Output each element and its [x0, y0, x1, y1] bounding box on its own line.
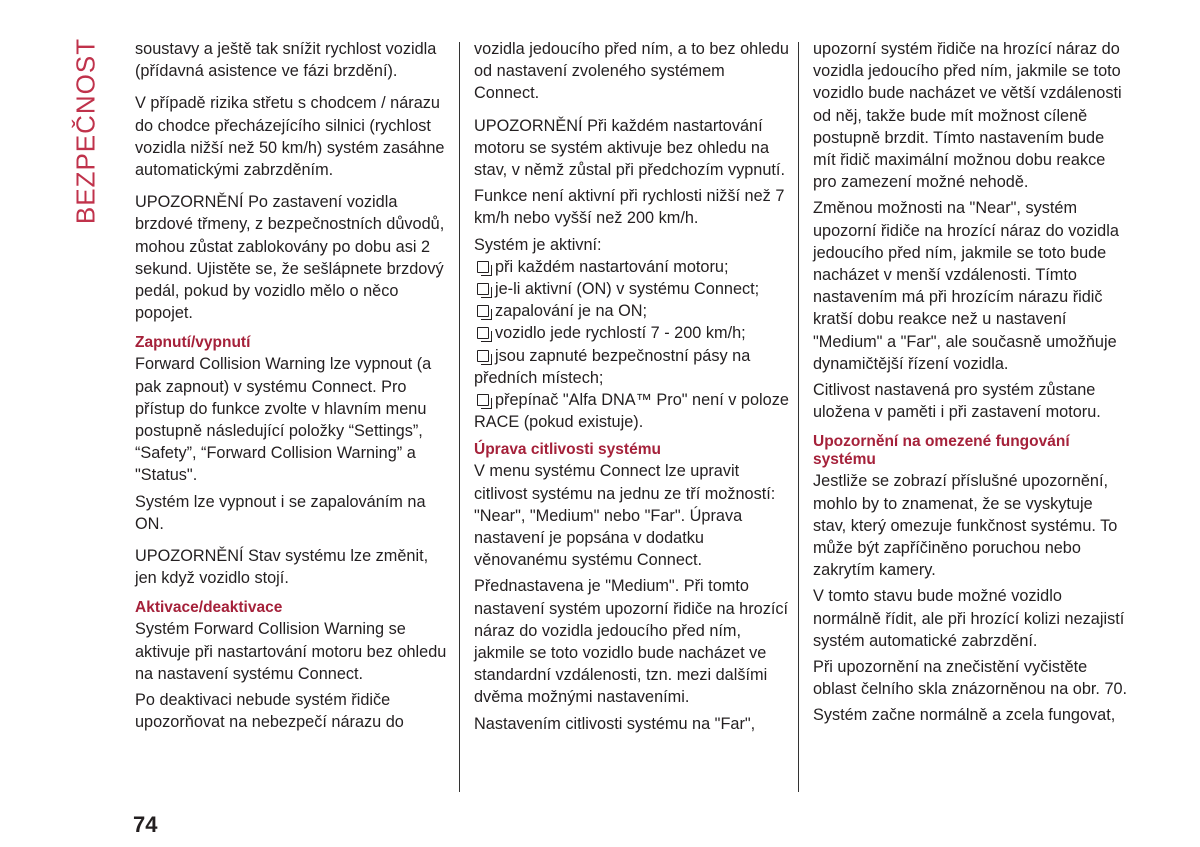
- section-heading: Úprava citlivosti systému: [474, 441, 661, 459]
- section-title: [66, 37, 106, 225]
- paragraph: Přednastavena je "Medium". Při tomto nastavení systém upozorní řidiče na hrozící náraz do vozidla jedoucího před ním, jakmile se toto vozidlo bude nacházet ve standardní vzdálenosti, tzn. mezi dalšími dvěma možnými nastaveními.: [474, 577, 789, 707]
- section-title-text: BEZPEČNOST: [70, 37, 101, 225]
- paragraph: Forward Collision Warning lze vypnout (a pak zapnout) v systému Connect. Pro přístup do funkce zvolte v hlavním menu postupně následující položky “Settings”, “Safety”, “Forward Collision Warning” a "Status".: [135, 355, 432, 485]
- paragraph: Funkce není aktivní při rychlosti nižší než 7 km/h nebo vyšší než 200 km/h.: [474, 187, 785, 228]
- text-column-1: [135, 38, 451, 737]
- paragraph: Systém lze vypnout i se zapalováním na ON.: [135, 492, 426, 533]
- warning-paragraph: UPOZORNĚNÍ Při každém nastartování motoru se systém aktivuje bez ohledu na stav, v němž zůstal při předchozím vypnutí.: [474, 116, 785, 180]
- list-item: je-li aktivní (ON) v systému Connect;: [474, 278, 790, 300]
- paragraph: Systém je aktivní:: [474, 235, 602, 254]
- checkbox-bullet-icon: [477, 305, 489, 317]
- list-item: zapalování je na ON;: [474, 300, 790, 322]
- checkbox-bullet-icon: [477, 394, 489, 406]
- paragraph: Při upozornění na znečistění vyčistěte oblast čelního skla znázorněnou na obr. 70.: [813, 658, 1128, 699]
- paragraph: Systém Forward Collision Warning se aktivuje při nastartování motoru bez ohledu na nastavení systému Connect.: [135, 620, 447, 683]
- warning-paragraph: UPOZORNĚNÍ Stav systému lze změnit, jen když vozidlo stojí.: [135, 547, 429, 588]
- list-item: jsou zapnuté bezpečnostní pásy na předních místech;: [474, 346, 751, 387]
- section-heading: Upozornění na omezené fungování systému: [813, 433, 1070, 469]
- text-column-2: [474, 38, 790, 739]
- paragraph: upozorní systém řidiče na hrozící náraz do vozidla jedoucího před ním, jakmile se toto vozidlo bude nacházet ve větší vzdálenosti od něj, takže bude mít možnost cíleně postupně brzdit. Tímto nastavením bude mít řidič maximální možnou dobu reakce pro zamezení možné nehodě.: [813, 40, 1122, 192]
- page-number: 74: [133, 812, 158, 837]
- text-column-3: [813, 38, 1129, 731]
- checkbox-bullet-icon: [477, 261, 489, 273]
- paragraph: Změnou možnosti na "Near", systém upozorní řidiče na hrozící náraz do vozidla jedoucího před ním, jakmile se toto bude nacházet v menší vzdálenosti. Tímto nastavením má při hrozícím nárazu řidič kratší dobu reakce než u nastavení "Medium" a "Far", ale současně umožňuje dynamičtější řízení vozidla.: [813, 199, 1119, 373]
- list-item: vozidlo jede rychlostí 7 - 200 km/h;: [474, 322, 790, 344]
- list-item: přepínač "Alfa DNA™ Pro" není v poloze RACE (pokud existuje).: [474, 391, 789, 432]
- paragraph: Citlivost nastavená pro systém zůstane uložena v paměti i při zastavení motoru.: [813, 381, 1101, 422]
- section-heading: Aktivace/deaktivace: [135, 599, 283, 617]
- checkbox-bullet-icon: [477, 283, 489, 295]
- section-heading: Zapnutí/vypnutí: [135, 334, 251, 352]
- column-divider: [798, 42, 799, 792]
- paragraph: V případě rizika střetu s chodcem / nárazu do chodce přecházejícího silnici (rychlost vozidla nižší než 50 km/h) systém zasáhne automatickými zabrzděním.: [135, 94, 445, 180]
- paragraph: V tomto stavu bude možné vozidlo normálně řídit, ale při hrozící kolizi nezajistí systém automatické zabrzdění.: [813, 587, 1125, 650]
- paragraph: Systém začne normálně a zcela fungovat,: [813, 706, 1116, 725]
- paragraph: Jestliže se zobrazí příslušné upozornění, mohlo by to znamenat, že se vyskytuje stav, který omezuje funkčnost systému. To může být zapříčiněno poruchou nebo zakrytím kamery.: [813, 472, 1118, 580]
- checkbox-bullet-icon: [477, 350, 489, 362]
- warning-paragraph: UPOZORNĚNÍ Po zastavení vozidla brzdové třmeny, z bezpečnostních důvodů, mohou zůstat zablokovány po dobu asi 2 sekund. Ujistěte se, že sešlápnete brzdový pedál, pokud by vozidlo mělo o něco popojet.: [135, 193, 445, 323]
- paragraph: soustavy a ještě tak snížit rychlost vozidla (přídavná asistence ve fázi brzdění).: [135, 40, 437, 81]
- checkbox-bullet-icon: [477, 327, 489, 339]
- list-item: při každém nastartování motoru;: [474, 256, 790, 278]
- paragraph: vozidla jedoucího před ním, a to bez ohledu od nastavení zvoleného systémem Connect.: [474, 40, 789, 103]
- paragraph: Nastavením citlivosti systému na "Far",: [474, 714, 756, 733]
- column-divider: [459, 42, 460, 792]
- paragraph: Po deaktivaci nebude systém řidiče upozorňovat na nebezpečí nárazu do: [135, 691, 404, 732]
- paragraph: V menu systému Connect lze upravit citlivost systému na jednu ze tří možností: "Near", "Medium" nebo "Far". Úprava nastavení je popsána v dodatku věnovanému systému Connect.: [474, 462, 776, 570]
